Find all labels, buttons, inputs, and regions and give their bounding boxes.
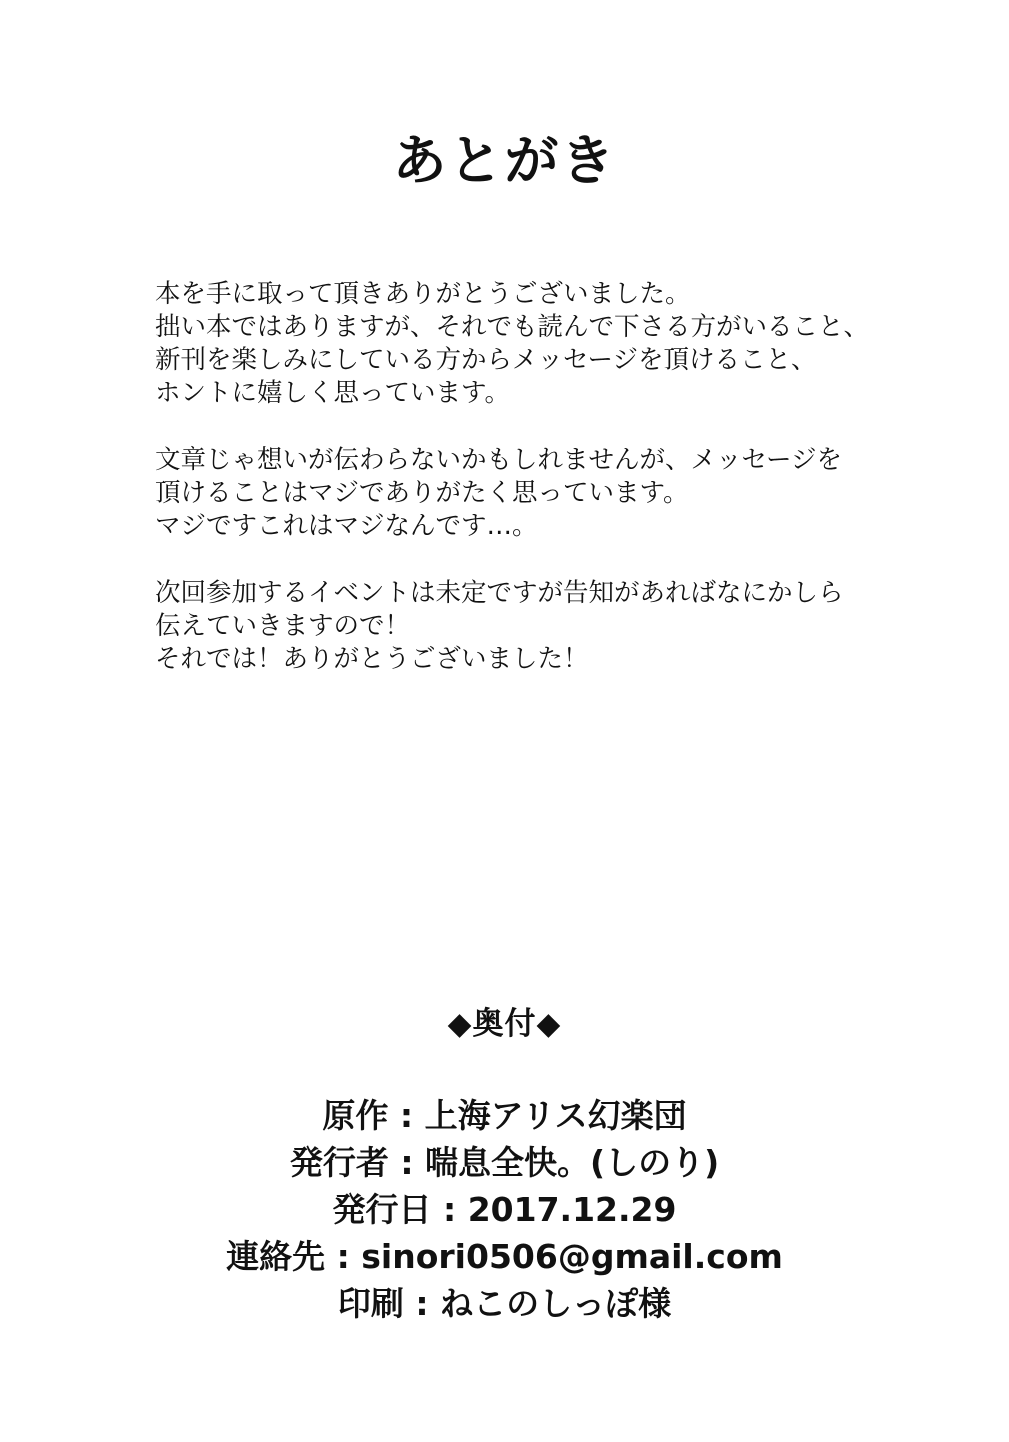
afterword-line: 新刊を楽しみにしている方からメッセージを頂けること、 (155, 345, 817, 375)
colophon-list (0, 1092, 1009, 1327)
afterword-line: ホントに嬉しく思っています。 (155, 378, 510, 408)
afterword-line: マジですこれはマジなんです…。 (155, 511, 538, 541)
afterword-line: 拙い本ではありますが、それでも読んで下さる方がいること、 (155, 312, 870, 342)
colophon-entry-original-work: 原作 : 上海アリス幻楽団 (322, 1096, 687, 1135)
afterword-line: 文章じゃ想いが伝わらないかもしれませんが、メッセージを (155, 445, 842, 475)
afterword-line: 次回参加するイベントは未定ですが告知があればなにかしら (155, 578, 844, 608)
colophon-entry-printer: 印刷 : ねこのしっぽ様 (337, 1284, 672, 1323)
afterword-line: それでは！ありがとうございました！ (155, 644, 589, 674)
colophon-entry-contact: 連絡先 : sinori0506@gmail.com (226, 1237, 783, 1276)
afterword-line: 本を手に取って頂きありがとうございました。 (155, 279, 691, 309)
afterword-paragraph (155, 444, 915, 543)
afterword-body (155, 278, 915, 676)
colophon-heading: ◆奥付◆ (447, 1006, 562, 1042)
colophon-entry-publisher: 発行者 : 喘息全快。(しのり) (289, 1143, 720, 1182)
afterword-line: 伝えていきますので！ (155, 611, 411, 641)
colophon-entry-publication-date: 発行日 : 2017.12.29 (332, 1190, 677, 1229)
afterword-line: 頂けることはマジでありがたく思っています。 (155, 478, 689, 508)
afterword-paragraph (155, 577, 915, 676)
page-title: あとがき (392, 129, 617, 192)
afterword-paragraph (155, 278, 915, 410)
